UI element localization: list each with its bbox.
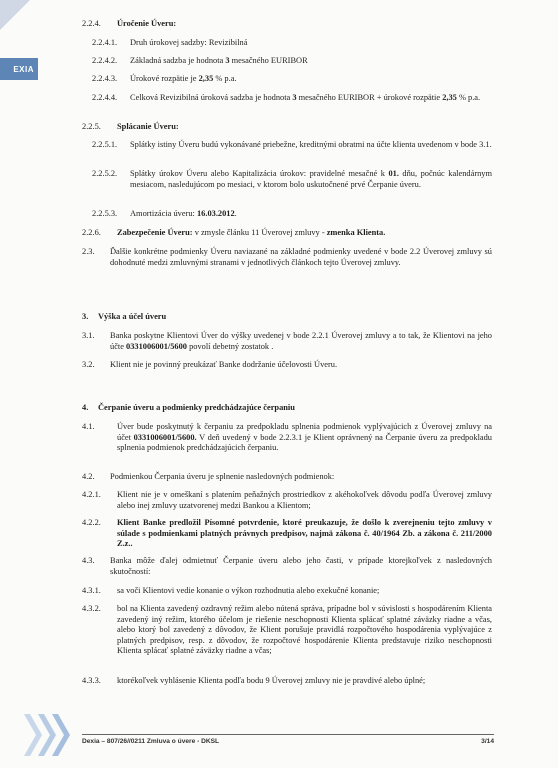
heading-number: 4. <box>82 403 89 412</box>
section-number: 4.3. <box>82 556 95 565</box>
clause-number: 2.2.4.3. <box>92 74 118 83</box>
section-text: Banka môže ďalej odmietnuť Čerpanie úveru alebo jeho časti, v prípade ktorejkoľvek z nasledovných skutočností: <box>110 556 492 576</box>
clause-number: 2.2.4.1. <box>92 38 118 47</box>
clause-text: Základná sadzba je hodnota 3 mesačného EURIBOR <box>130 56 308 65</box>
clause-text: Klient nie je v omeškaní s platením peňažných prostriedkov z akéhokoľvek dôvodu podľa Úverovej zmluvy alebo inej zmluvy uzatvorenej medzi Bankou a Klientom; <box>117 490 492 510</box>
clause-text: ktorékoľvek vyhlásenie Klienta podľa bodu 9 Úverovej zmluvy nie je pravdivé alebo úplné; <box>117 676 426 685</box>
heading-title: Výška a účel úveru <box>98 312 167 321</box>
clause-number: 4.3.3. <box>82 676 101 685</box>
dexia-logo: EXIA <box>0 58 38 80</box>
section-number: 3.1. <box>82 331 95 340</box>
section-number: 2.3. <box>82 247 95 256</box>
section-number: 2.2.5. <box>82 122 101 131</box>
section-text: Ďalšie konkrétne podmienky Úveru naviazané na základné podmienky uvedené v bode 2.2 Úverovej zmluvy sú dohodnuté medzi zmluvnými stranami v jednotlivých článkoch tejto Úverovej zmluvy. <box>110 247 492 267</box>
clause-text: Celková Revizibilná úroková sadzba je hodnota 3 mesačného EURIBOR + úrokové rozpätie 2,35 % p.a. <box>130 93 481 102</box>
clause-number: 4.2.2. <box>82 518 101 527</box>
section-text: Klient nie je povinný preukázať Banke dodržanie účelovosti Úveru. <box>110 360 338 369</box>
footer-doc-ref: Dexia – 807/26//0211 Zmluva o úvere - DKSL <box>82 738 220 745</box>
section-number: 2.2.4. <box>82 19 101 28</box>
clause-number: 2.2.5.2. <box>92 169 118 178</box>
clause-text: Druh úrokovej sadzby: Revizibilná <box>130 38 248 47</box>
clause-number: 2.2.5.3. <box>92 209 118 218</box>
section-text: Zabezpečenie Úveru: v zmysle článku 11 Úverovej zmluvy - zmenka Klienta. <box>117 228 386 237</box>
section-text: Podmienkou Čerpania úveru je splnenie nasledovných podmienok: <box>110 472 335 481</box>
clause-text: Splátky istiny Úveru budú vykonávané priebežne, kreditnými obratmi na účte klienta uvedenom v bode 3.1. <box>130 140 492 149</box>
section-number: 4.2. <box>82 472 95 481</box>
clause-text: Splátky úrokov Úveru alebo Kapitalizácia úrokov: pravidelné mesačné k 01. dňu, počnúc kalendárnym mesiacom, nasledujúcom po mesiaci, v ktorom bolo uskutočnené prvé Čerpanie úveru. <box>130 169 492 189</box>
clause-number: 4.3.1. <box>82 586 101 595</box>
footer-rule <box>82 734 494 735</box>
clause-text: Klient Banke predložil Písomné potvrdenie, ktoré preukazuje, že došlo k zverejneniu tejto zmluvy v súlade s podmienkami platných právnych predpisov, najmä zákona č. 40/1964 Zb. a zákona č. 211/2000 Z.z.. <box>117 518 492 549</box>
section-number: 4.1. <box>82 422 95 431</box>
heading-title: Čerpanie úveru a podmienky predchádzajúce čerpaniu <box>98 403 295 412</box>
footer-page-number: 3/14 <box>481 738 494 745</box>
clause-number: 4.3.2. <box>82 604 101 613</box>
clause-text: Amortizácia úveru: 16.03.2012. <box>130 209 237 218</box>
chevron-decoration-icon <box>22 712 76 758</box>
clause-text: sa voči Klientovi vedie konanie o výkon rozhodnutia alebo exekučné konanie; <box>117 586 380 595</box>
clause-number: 2.2.4.2. <box>92 56 118 65</box>
chevrons-icon <box>22 712 76 758</box>
section-number: 2.2.6. <box>82 228 101 237</box>
page-corner-decoration <box>0 0 30 30</box>
section-number: 3.2. <box>82 360 95 369</box>
section-text: Úver bude poskytnutý k čerpaniu za predpokladu splnenia podmienok vyplývajúcich z Úverovej zmluvy na účet 0331006001/5600. V deň uvedený v bode 2.2.3.1 je Klient oprávnený na Čerpanie úveru za predpokladu splnenia podmienok predchádzajúcich čerpaniu. <box>117 422 492 453</box>
section-text: Banka poskytne Klientovi Úver do výšky uvedenej v bode 2.2.1 Úverovej zmluvy a to tak, že Klientovi na jeho účte 0331006001/5600 povolí debetný zostatok . <box>110 331 492 351</box>
clause-text: bol na Klienta zavedený ozdravný režim alebo nútená správa, prípadne bol v súvislosti s hospodárením Klienta zavedený iný režim, ktorého účelom je riešenie neschopnosti Klienta splácať splatné záväzky riadne a včas, alebo ktorý bol zavedený z dôvodov, že Klient porušuje pravidlá rozpočtového hospodárenia vyplývajúce z platných predpisov, resp. z dôvodov, že rozpočtové hospodárenie Klienta predstavuje riziko neschopnosti Klienta splácať splatné záväzky riadne a včas; <box>117 604 492 656</box>
clause-number: 2.2.4.4. <box>92 93 118 102</box>
clause-number: 4.2.1. <box>82 490 101 499</box>
heading-number: 3. <box>82 312 89 321</box>
section-title: Úročenie Úveru: <box>117 19 177 28</box>
clause-number: 2.2.5.1. <box>92 140 118 149</box>
clause-text: Úrokové rozpätie je 2,35 % p.a. <box>130 74 237 83</box>
section-title: Splácanie Úveru: <box>117 122 179 131</box>
